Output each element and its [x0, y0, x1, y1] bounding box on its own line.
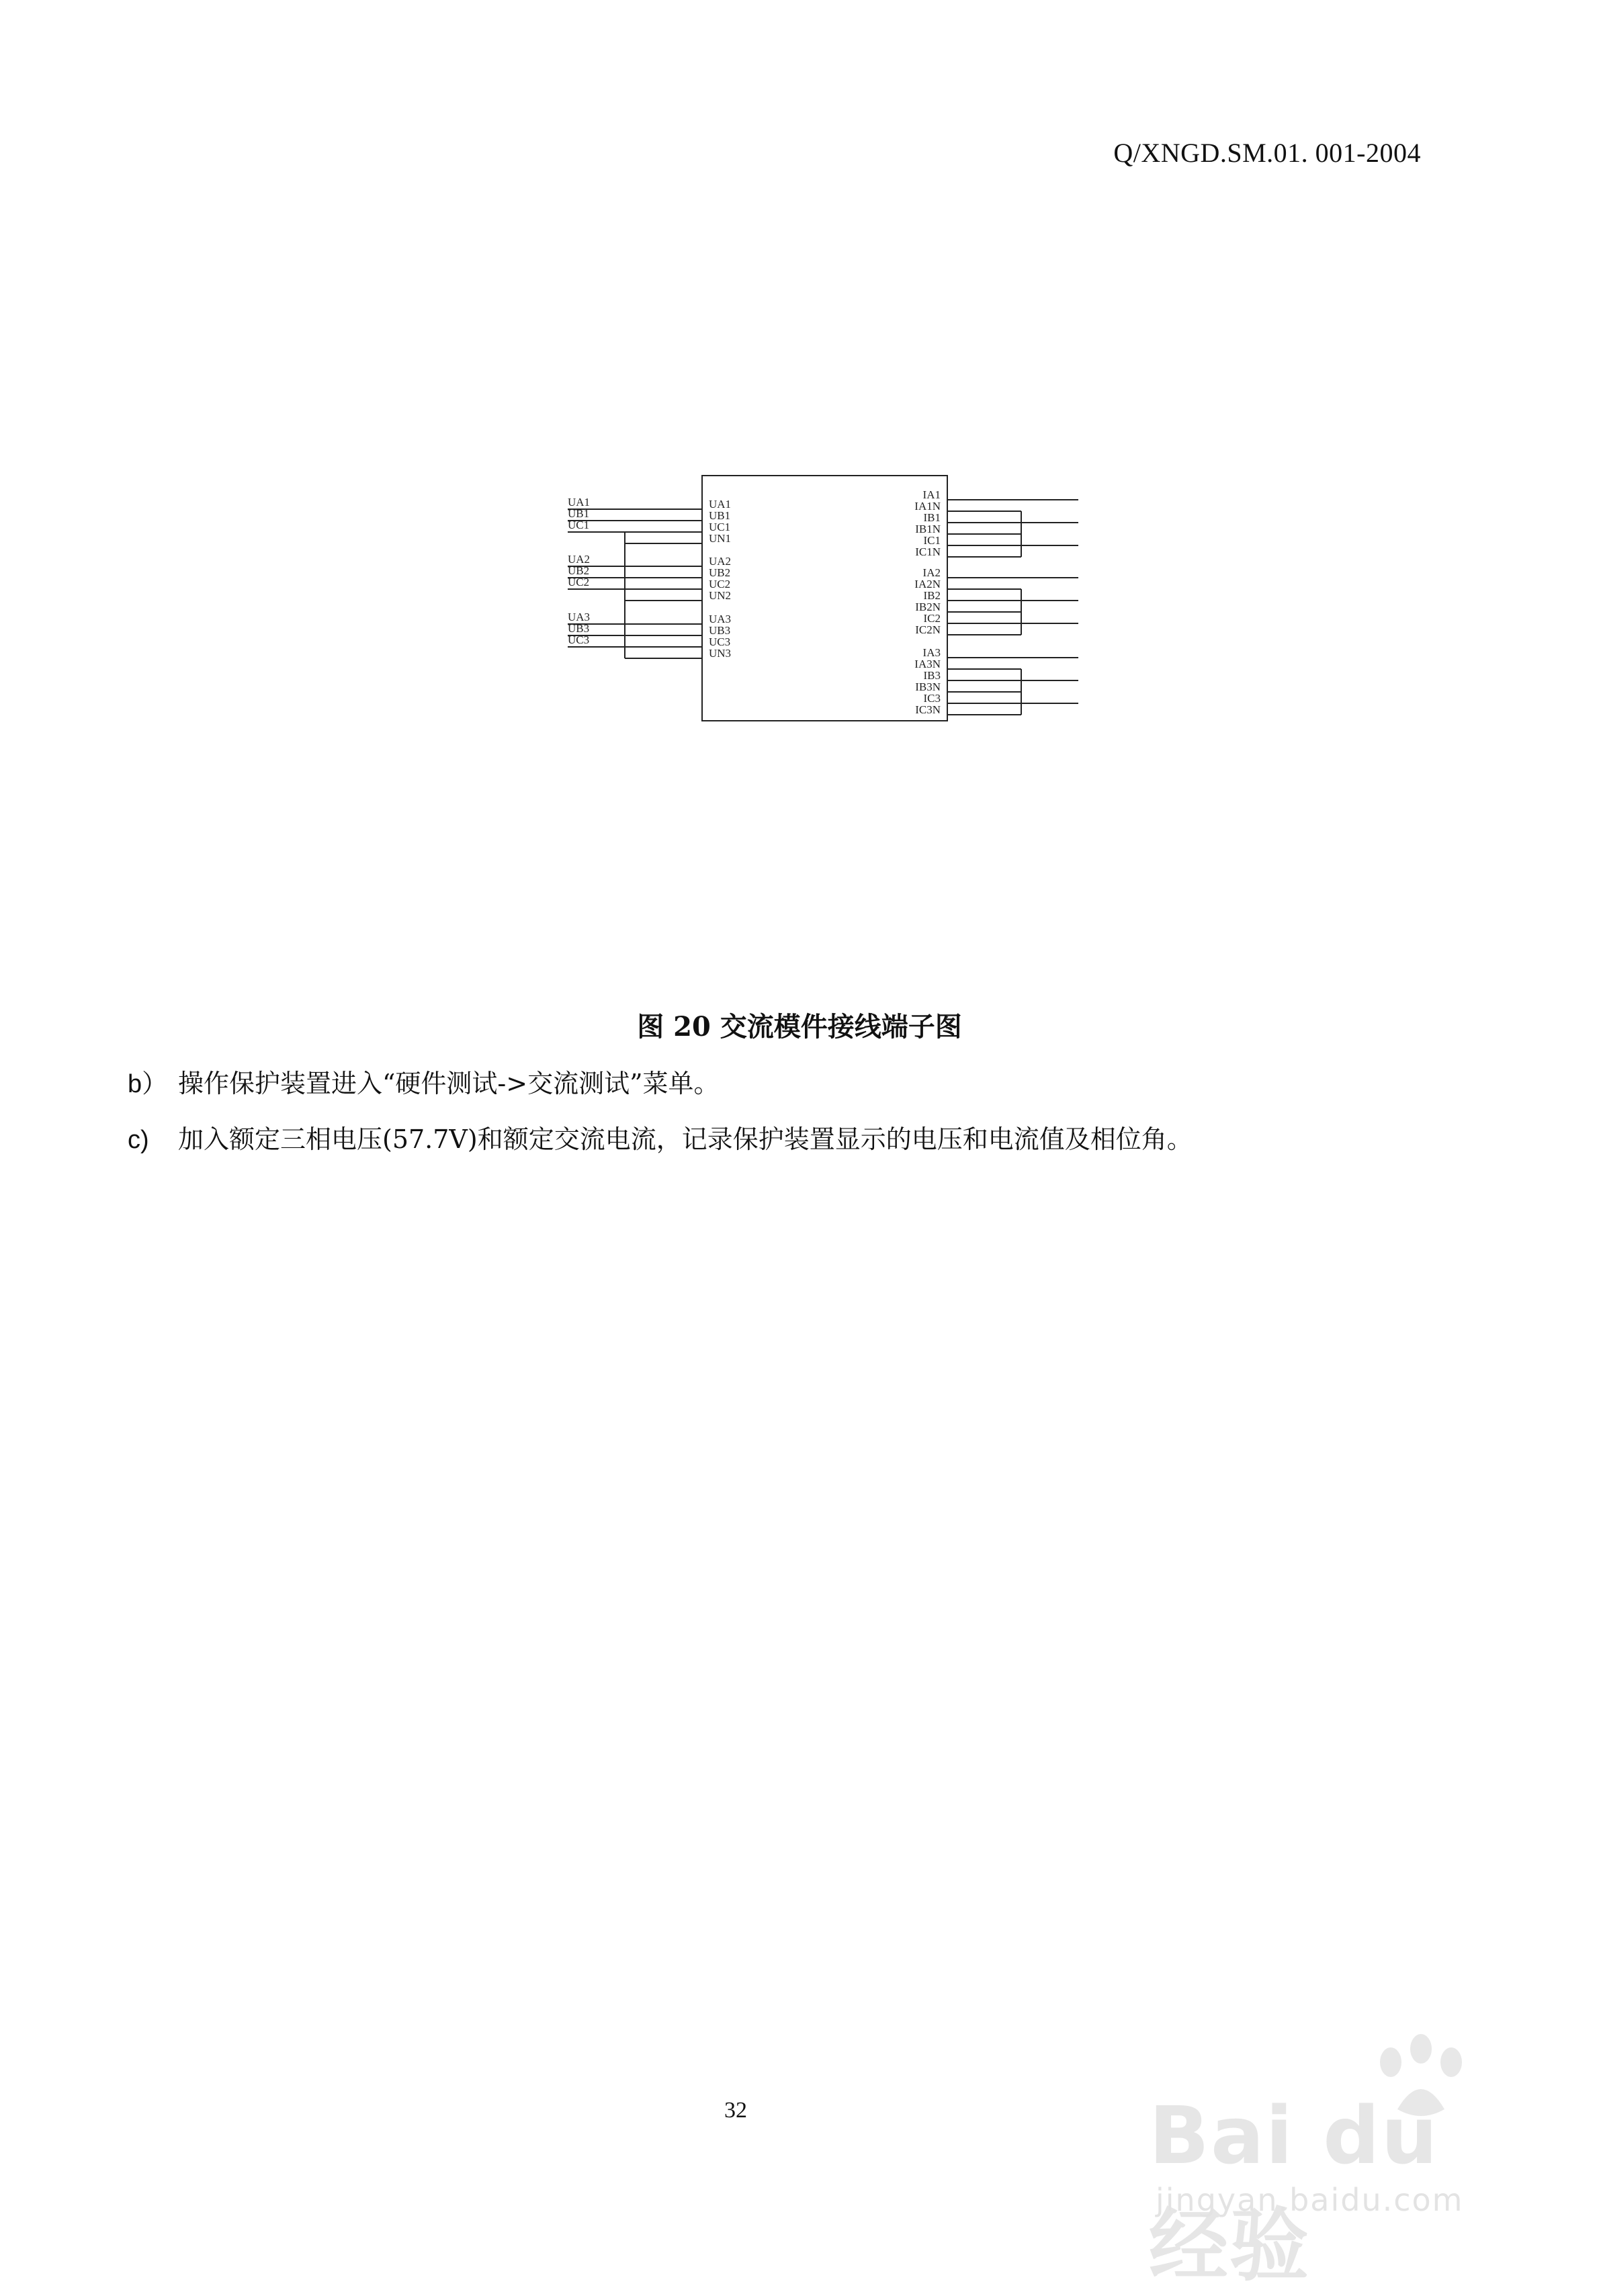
wire-label-uc2: UC2	[568, 576, 590, 588]
wire-label-ua1: UA1	[568, 496, 591, 509]
terminal-label-ua2: UA2	[709, 555, 732, 568]
terminal-label-ia1: IA1	[922, 488, 941, 501]
wire-label-ub1: UB1	[568, 507, 590, 520]
wire-label-ua2: UA2	[568, 553, 591, 566]
terminal-label-un3: UN3	[709, 647, 732, 660]
terminal-label-ib3n: IB3N	[915, 680, 941, 693]
terminal-label-ia2n: IA2N	[914, 578, 941, 590]
wire-label-uc1: UC1	[568, 519, 590, 531]
terminal-label-ub3: UB3	[709, 624, 731, 637]
terminal-label-ib1: IB1	[923, 511, 941, 524]
terminal-label-ua3: UA3	[709, 613, 732, 625]
terminal-label-ic1n: IC1N	[915, 545, 941, 558]
list-item-text: 加入额定三相电压(57.7V)和额定交流电流，记录保护装置显示的电压和电流值及相位角。	[178, 1124, 1193, 1154]
terminal-label-ic2: IC2	[923, 612, 941, 625]
wire-label-ub2: UB2	[568, 564, 590, 577]
terminal-label-un2: UN2	[709, 589, 732, 602]
terminal-label-uc2: UC2	[709, 578, 731, 590]
terminal-label-ib1n: IB1N	[915, 523, 941, 535]
terminal-label-ib3: IB3	[923, 669, 941, 682]
terminal-label-uc1: UC1	[709, 521, 731, 533]
terminal-wiring-diagram	[0, 0, 1599, 974]
wire-label-uc3: UC3	[568, 633, 590, 646]
wire-label-ua3: UA3	[568, 611, 591, 623]
terminal-label-ia3n: IA3N	[914, 658, 941, 670]
document-code: Q/XNGD.SM.01. 001-2004	[1113, 138, 1421, 168]
terminal-label-ic3: IC3	[923, 692, 941, 705]
wire-label-ub3: UB3	[568, 622, 590, 635]
list-item-b	[128, 1063, 720, 1100]
terminal-label-uc3: UC3	[709, 635, 731, 648]
module-box	[702, 476, 947, 721]
list-marker: c)	[128, 1126, 149, 1154]
list-item-c	[128, 1118, 1193, 1155]
terminal-label-ia1n: IA1N	[914, 500, 941, 513]
terminal-label-ub2: UB2	[709, 566, 731, 579]
terminal-label-un1: UN1	[709, 532, 732, 545]
terminal-label-ub1: UB1	[709, 509, 731, 522]
terminal-label-ic2n: IC2N	[915, 623, 941, 636]
terminal-label-ia3: IA3	[922, 646, 941, 659]
terminal-label-ia2: IA2	[922, 566, 941, 579]
figure-caption: 图 20 交流模件接线端子图	[637, 1011, 962, 1043]
terminal-label-ib2: IB2	[923, 589, 941, 602]
list-marker: b）	[128, 1070, 168, 1098]
terminal-label-ic1: IC1	[923, 534, 941, 547]
page-number: 32	[724, 2098, 747, 2123]
terminal-label-ic3n: IC3N	[915, 703, 941, 716]
terminal-label-ua1: UA1	[709, 498, 732, 511]
watermark-brand: Bai du 经验	[1149, 2089, 1439, 2292]
watermark-url: jingyan.baidu.com	[1156, 2182, 1464, 2218]
list-item-text: 操作保护装置进入“硬件测试->交流测试”菜单。	[178, 1069, 720, 1098]
baidu-jingyan-watermark	[1142, 2029, 1518, 2292]
terminal-label-ib2n: IB2N	[915, 601, 941, 613]
